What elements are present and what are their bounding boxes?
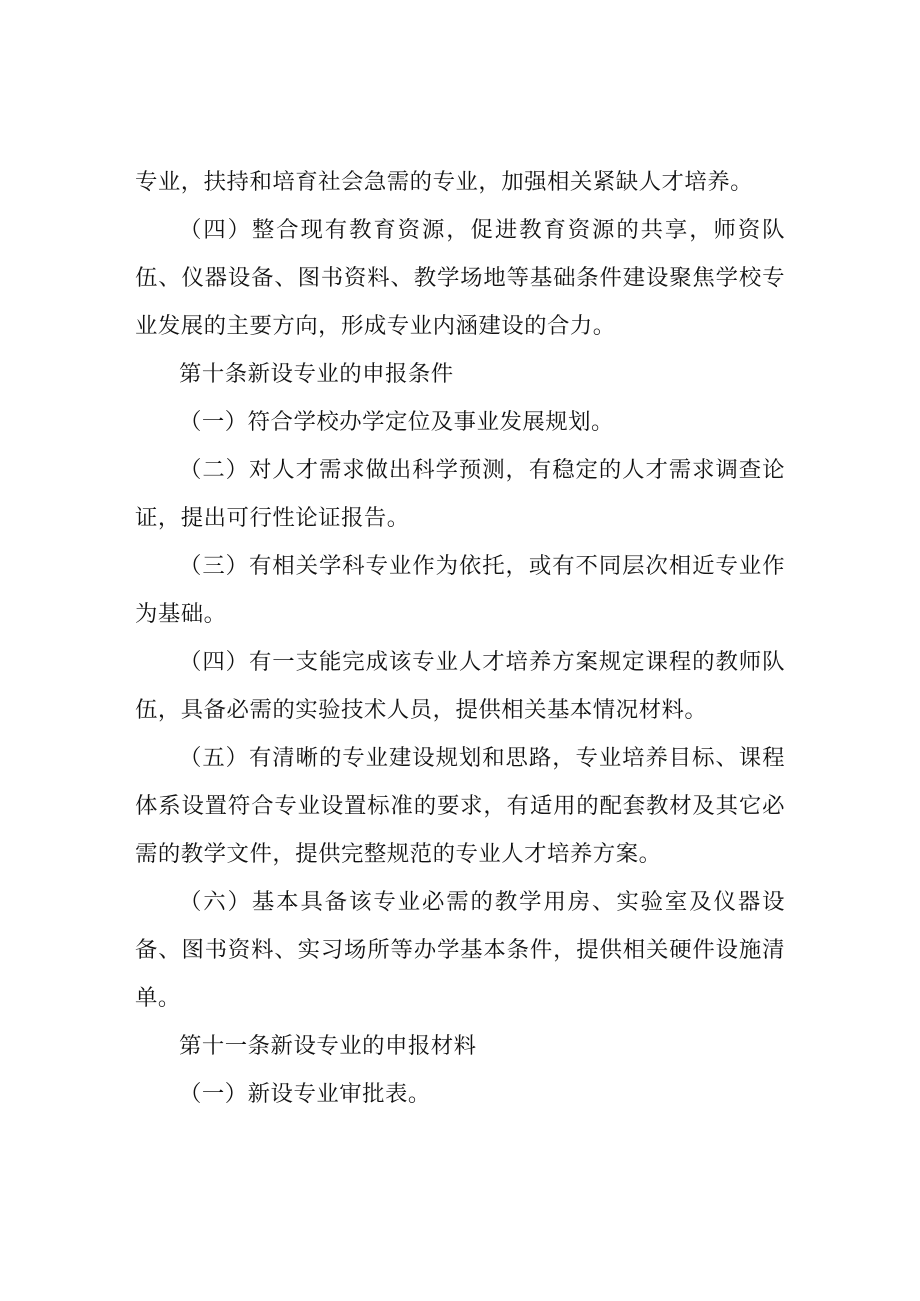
paragraph-continuation: 专业，扶持和培育社会急需的专业，加强相关紧缺人才培养。 [135, 169, 754, 195]
condition-item-3: （三）有相关学科专业作为依托，或有不同层次相近专业作为基础。 [135, 553, 785, 627]
article-10-heading: 第十条新设专业的申报条件 [179, 361, 454, 387]
condition-item-4: （四）有一支能完成该专业人才培养方案规定课程的教师队伍，具备必需的实验技术人员，提供相关基本情况材料。 [135, 649, 785, 723]
condition-item-5: （五）有清晰的专业建设规划和思路，专业培养目标、课程体系设置符合专业设置标准的要求，有适用的配套教材及其它必需的教学文件，提供完整规范的专业人才培养方案。 [135, 745, 785, 867]
paragraph-resource-integration: （四）整合现有教育资源，促进教育资源的共享，师资队伍、仪器设备、图书资料、教学场地等基础条件建设聚焦学校专业发展的主要方向，形成专业内涵建设的合力。 [135, 217, 785, 339]
article-11-heading: 第十一条新设专业的申报材料 [179, 1033, 477, 1059]
condition-item-1: （一）符合学校办学定位及事业发展规划。 [179, 409, 614, 435]
condition-item-6: （六）基本具备该专业必需的教学用房、实验室及仪器设备、图书资料、实习场所等办学基本条件，提供相关硬件设施清单。 [135, 889, 785, 1011]
document-body [135, 158, 785, 1118]
condition-item-2: （二）对人才需求做出科学预测，有稳定的人才需求调查论证，提出可行性论证报告。 [135, 457, 785, 531]
material-item-1: （一）新设专业审批表。 [179, 1081, 431, 1107]
